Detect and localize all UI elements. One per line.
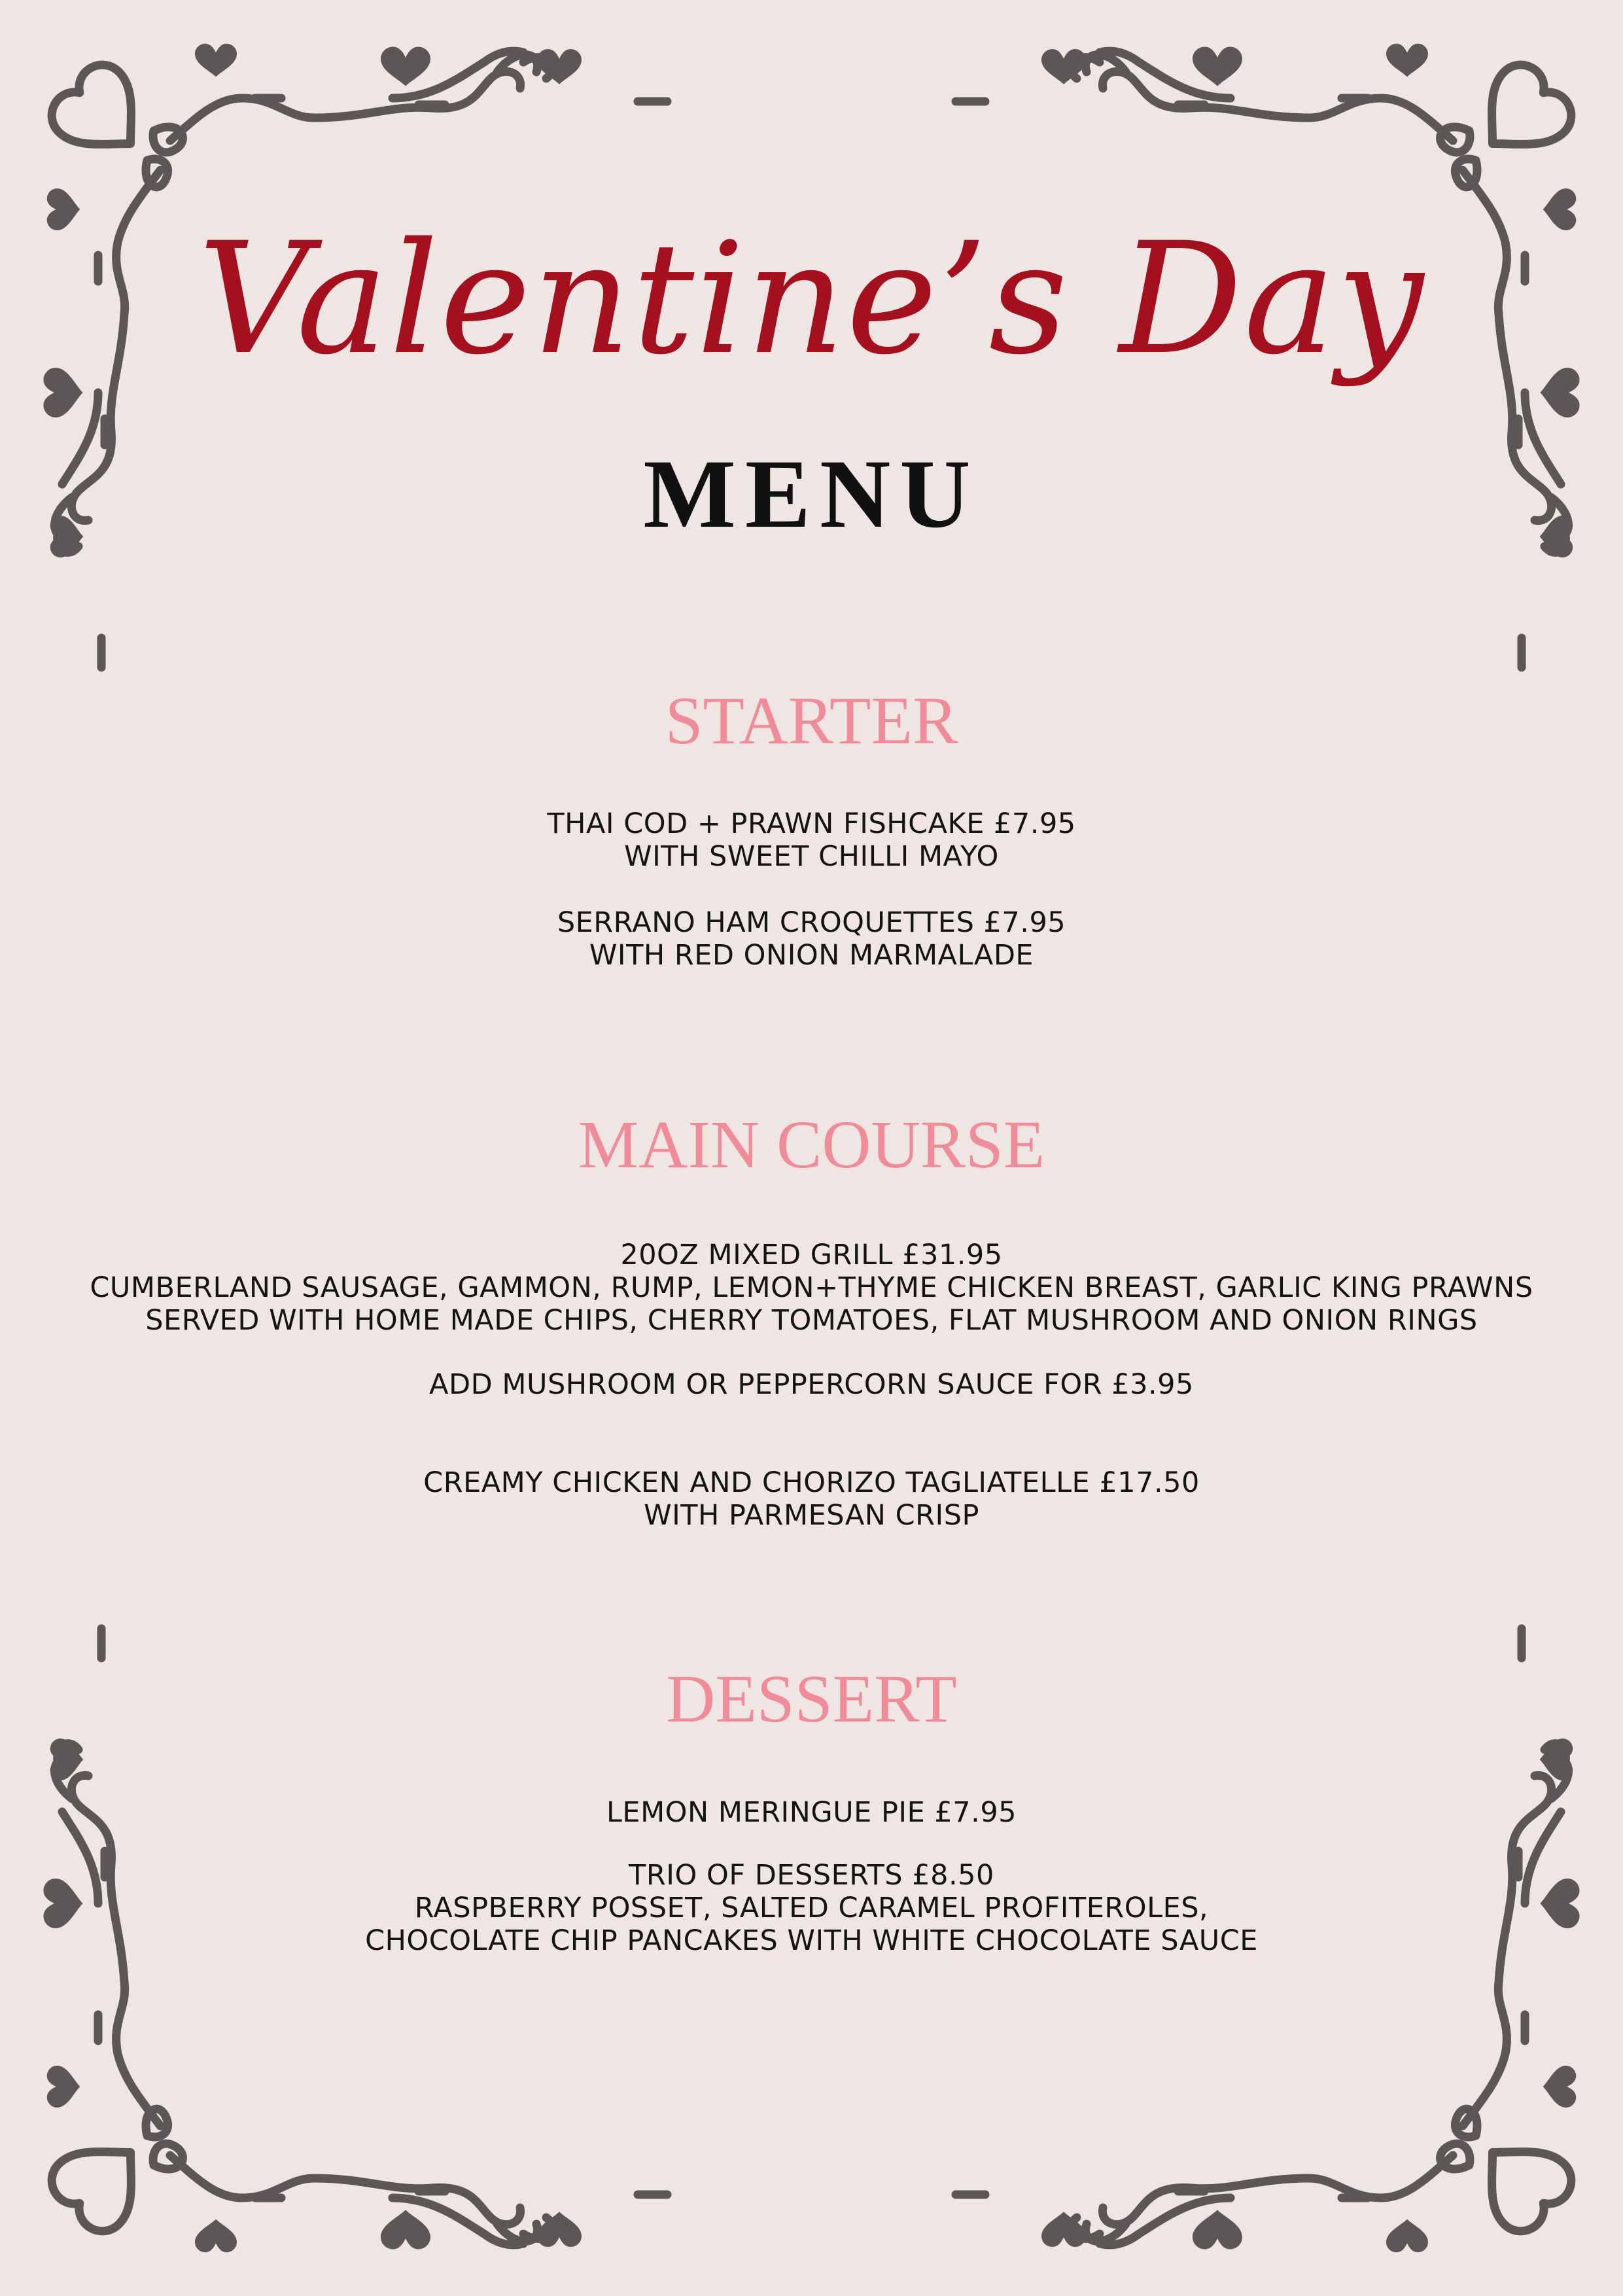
menu-item-line: CHOCOLATE CHIP PANCAKES WITH WHITE CHOCOLATE SAUCE — [365, 1924, 1258, 1957]
menu-item-line: TRIO OF DESSERTS £8.50 — [629, 1859, 994, 1892]
menu-item-line: 20OZ MIXED GRILL £31.95 — [620, 1239, 1003, 1271]
section-heading-dessert: DESSERT — [666, 1661, 957, 1737]
menu-item-line: CREAMY CHICKEN AND CHORIZO TAGLIATELLE £17.50 — [423, 1466, 1200, 1499]
menu-item-line: LEMON MERINGUE PIE £7.95 — [606, 1796, 1017, 1829]
menu-item-line: WITH RED ONION MARMALADE — [589, 939, 1034, 972]
menu-item-line: SERRANO HAM CROQUETTES £7.95 — [557, 906, 1066, 939]
menu-item-line: WITH PARMESAN CRISP — [644, 1499, 979, 1532]
menu-title: Valentine’s Day — [198, 210, 1425, 389]
menu-item-line: WITH SWEET CHILLI MAYO — [624, 840, 999, 873]
menu-item-line: CUMBERLAND SAUSAGE, GAMMON, RUMP, LEMON+THYME CHICKEN BREAST, GARLIC KING PRAWNS — [90, 1271, 1533, 1304]
menu-item-line: RASPBERRY POSSET, SALTED CARAMEL PROFITEROLES, — [414, 1892, 1209, 1924]
section-heading-starter: STARTER — [665, 683, 958, 758]
menu-item-line: SERVED WITH HOME MADE CHIPS, CHERRY TOMATOES, FLAT MUSHROOM AND ONION RINGS — [145, 1304, 1478, 1337]
menu-item-line: ADD MUSHROOM OR PEPPERCORN SAUCE FOR £3.95 — [429, 1368, 1194, 1401]
menu-item-line: THAI COD + PRAWN FISHCAKE £7.95 — [547, 807, 1076, 840]
menu-subtitle: MENU — [643, 440, 980, 548]
section-heading-main-course: MAIN COURSE — [578, 1107, 1045, 1182]
